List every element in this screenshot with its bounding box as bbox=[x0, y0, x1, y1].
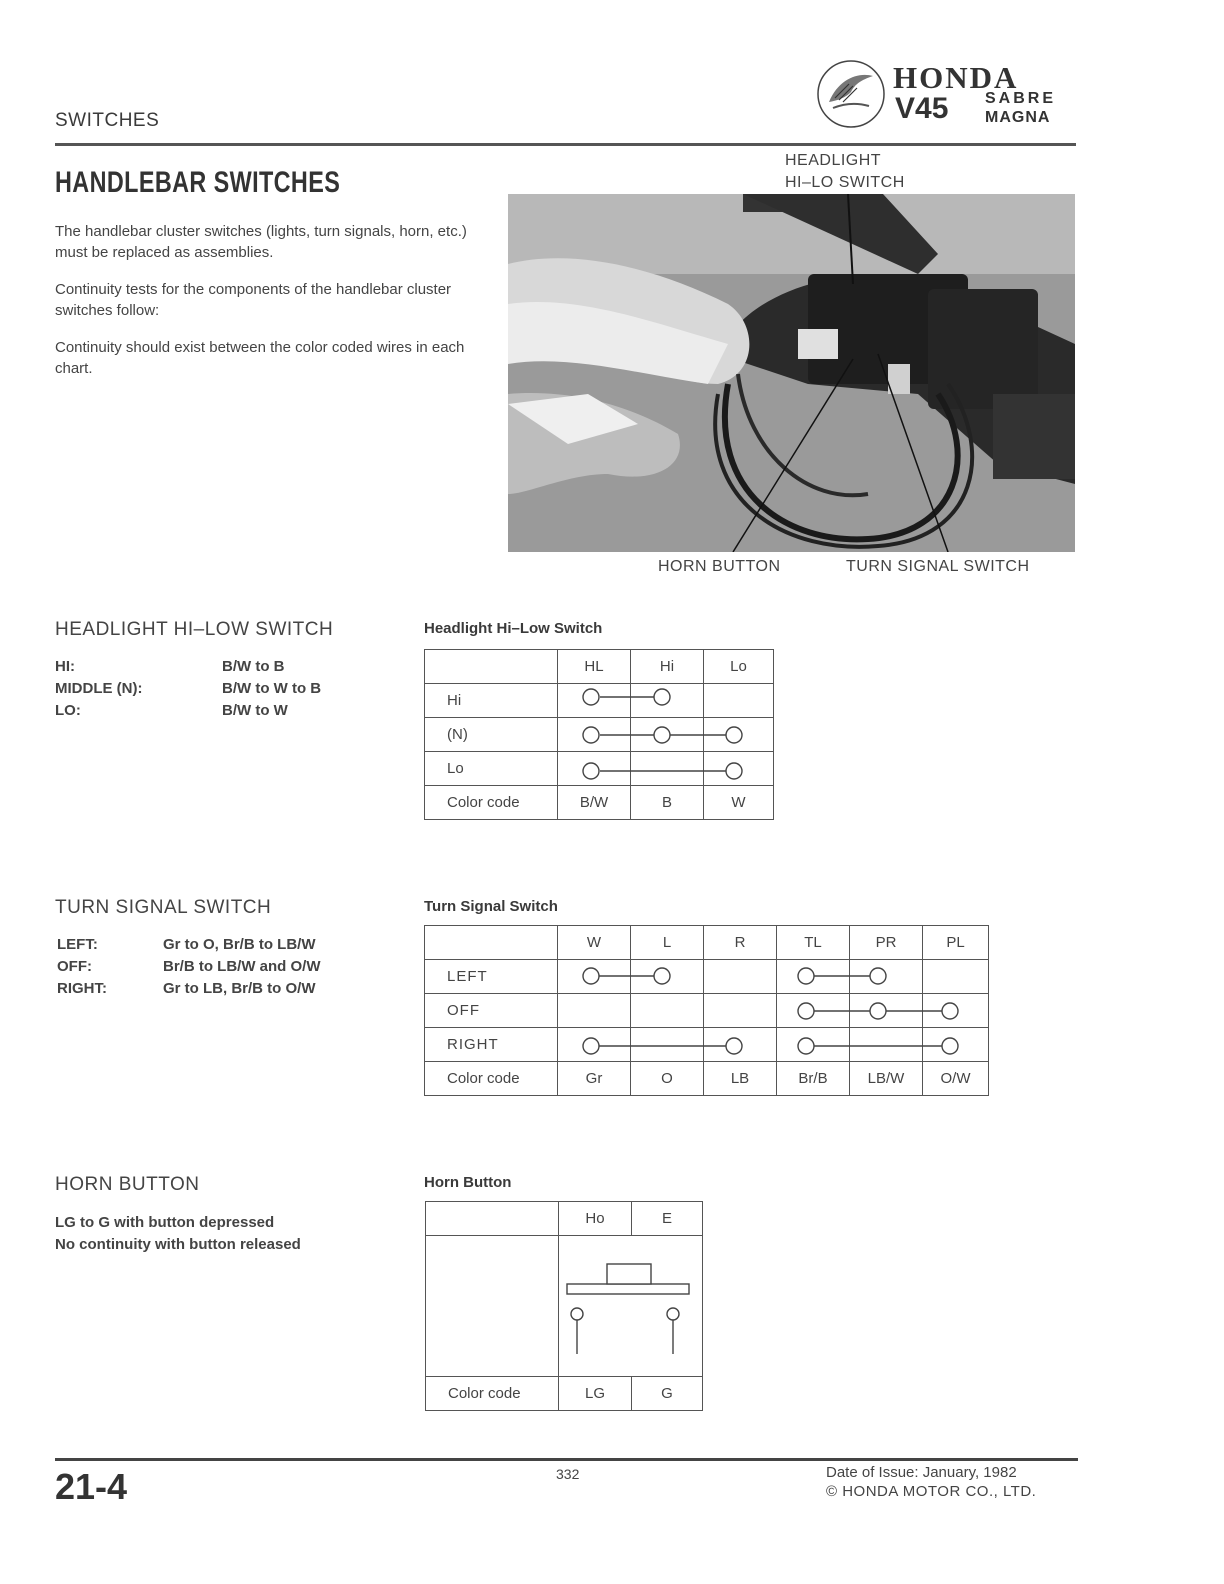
table-corner bbox=[426, 1202, 559, 1236]
col-pl: PL bbox=[923, 926, 989, 960]
label-turn-signal-switch: TURN SIGNAL SWITCH bbox=[846, 558, 1030, 575]
node-n-hi bbox=[654, 727, 670, 743]
row-left: LEFT bbox=[425, 960, 558, 994]
color-lg: LG bbox=[559, 1377, 632, 1411]
color-gr: Gr bbox=[558, 1062, 631, 1096]
variant-sabre: SABRE bbox=[985, 90, 1057, 107]
node-lo-lo bbox=[726, 763, 742, 779]
turn-continuity-marks bbox=[424, 925, 991, 1100]
headlight-spec-hi-value: B/W to B bbox=[222, 658, 285, 675]
headlight-spec-lo-value: B/W to W bbox=[222, 702, 288, 719]
variant-magna: MAGNA bbox=[985, 109, 1051, 126]
copyright: © HONDA MOTOR CO., LTD. bbox=[826, 1483, 1037, 1500]
turn-heading: TURN SIGNAL SWITCH bbox=[55, 897, 272, 918]
row-right: RIGHT bbox=[425, 1028, 558, 1062]
headlight-spec-middle-value: B/W to W to B bbox=[222, 680, 322, 697]
intro-paragraph-1: The handlebar cluster switches (lights, turn signals, horn, etc.) must be replaced as assemblies. bbox=[55, 223, 467, 261]
headlight-continuity-marks bbox=[424, 649, 776, 824]
intro-paragraph-3: Continuity should exist between the color coded wires in each chart. bbox=[55, 339, 465, 377]
headlight-spec-middle-key: MIDDLE (N): bbox=[55, 680, 143, 697]
color-ow: O/W bbox=[923, 1062, 989, 1096]
turn-spec-right-value: Gr to LB, Br/B to O/W bbox=[163, 980, 316, 997]
color-lb: LB bbox=[704, 1062, 777, 1096]
handlebar-photo bbox=[508, 194, 1075, 552]
horn-line-1: LG to G with button depressed bbox=[55, 1214, 275, 1231]
col-ho: Ho bbox=[559, 1202, 632, 1236]
section-title: SWITCHES bbox=[55, 110, 160, 131]
node-n-lo bbox=[726, 727, 742, 743]
turn-spec-right-key: RIGHT: bbox=[57, 980, 107, 997]
col-pr: PR bbox=[850, 926, 923, 960]
brand-name: HONDA bbox=[893, 60, 1019, 95]
row-n: (N) bbox=[425, 718, 558, 752]
col-w: W bbox=[558, 926, 631, 960]
issue-date: Date of Issue: January, 1982 bbox=[826, 1464, 1017, 1481]
col-hi: Hi bbox=[631, 650, 704, 684]
page-number: 21-4 bbox=[55, 1466, 128, 1507]
row-off: OFF bbox=[425, 994, 558, 1028]
col-lo: Lo bbox=[704, 650, 774, 684]
color-b: B bbox=[631, 786, 704, 820]
headlight-table-caption: Headlight Hi–Low Switch bbox=[424, 620, 603, 637]
horn-heading: HORN BUTTON bbox=[55, 1174, 200, 1195]
footer-rule bbox=[55, 1458, 1078, 1461]
header-rule bbox=[55, 143, 1076, 146]
honda-logo bbox=[815, 58, 1080, 133]
horn-button-symbol bbox=[557, 1236, 703, 1378]
handlebar-photo-drawing bbox=[508, 194, 1075, 552]
node-lo-hl bbox=[583, 763, 599, 779]
headlight-spec-lo-key: LO: bbox=[55, 702, 81, 719]
col-l: L bbox=[631, 926, 704, 960]
color-w: W bbox=[704, 786, 774, 820]
horn-table-caption: Horn Button bbox=[424, 1174, 512, 1191]
headlight-heading: HEADLIGHT HI–LOW SWITCH bbox=[55, 619, 334, 640]
row-lo: Lo bbox=[425, 752, 558, 786]
label-horn-button: HORN BUTTON bbox=[658, 558, 781, 575]
col-r: R bbox=[704, 926, 777, 960]
node-hi-hl bbox=[583, 689, 599, 705]
color-code-label: Color code bbox=[426, 1377, 559, 1411]
color-brb: Br/B bbox=[777, 1062, 850, 1096]
col-tl: TL bbox=[777, 926, 850, 960]
col-e: E bbox=[632, 1202, 703, 1236]
headlight-spec-hi-key: HI: bbox=[55, 658, 75, 675]
page-title: HANDLEBAR SWITCHES bbox=[55, 166, 341, 199]
horn-line-2: No continuity with button released bbox=[55, 1236, 301, 1253]
node-hi-hi bbox=[654, 689, 670, 705]
color-bw: B/W bbox=[558, 786, 631, 820]
turn-spec-off-key: OFF: bbox=[57, 958, 92, 975]
row-hi: Hi bbox=[425, 684, 558, 718]
intro-paragraph-2: Continuity tests for the components of the handlebar cluster switches follow: bbox=[55, 281, 452, 319]
turn-spec-left-key: LEFT: bbox=[57, 936, 98, 953]
color-code-label: Color code bbox=[425, 1062, 558, 1096]
sheet-number: 332 bbox=[556, 1466, 580, 1482]
color-code-label: Color code bbox=[425, 786, 558, 820]
col-hl: HL bbox=[558, 650, 631, 684]
label-headlight: HEADLIGHT bbox=[785, 152, 882, 169]
turn-table-caption: Turn Signal Switch bbox=[424, 898, 558, 915]
turn-spec-left-value: Gr to O, Br/B to LB/W bbox=[163, 936, 316, 953]
label-hi-lo-switch: HI–LO SWITCH bbox=[785, 174, 905, 191]
node-n-hl bbox=[583, 727, 599, 743]
color-g: G bbox=[632, 1377, 703, 1411]
turn-spec-off-value: Br/B to LB/W and O/W bbox=[163, 958, 321, 975]
wing-emblem-icon bbox=[815, 58, 887, 130]
color-o: O bbox=[631, 1062, 704, 1096]
model-name: V45 bbox=[895, 92, 949, 125]
color-lbw: LB/W bbox=[850, 1062, 923, 1096]
